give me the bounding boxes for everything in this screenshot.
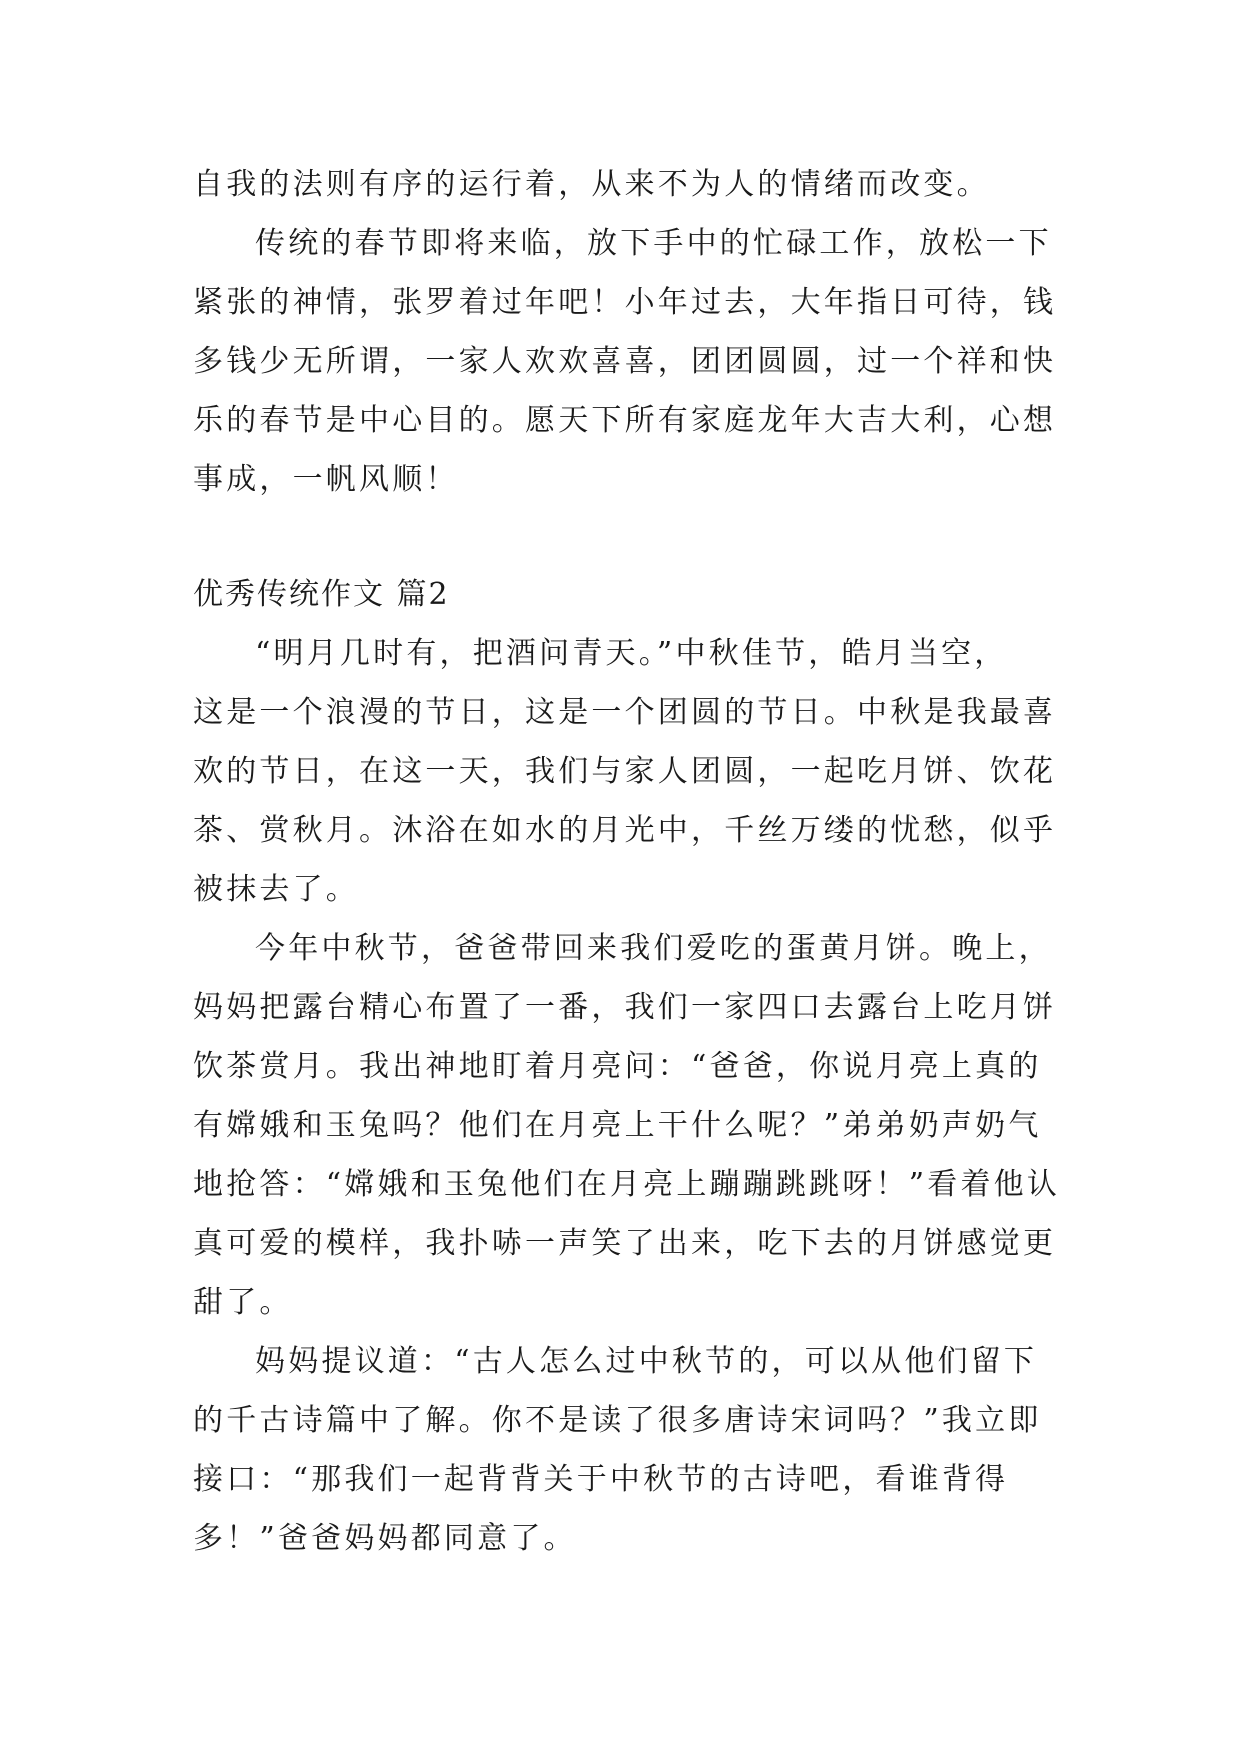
paragraph-line: 饮茶赏月。我出神地盯着月亮问：“爸爸，你说月亮上真的 (193, 1049, 1042, 1084)
paragraph-line: 多钱少无所谓，一家人欢欢喜喜，团团圆圆，过一个祥和快 (193, 344, 1057, 379)
paragraph-line: “明月几时有，把酒问青天。”中秋佳节，皓月当空， (255, 636, 1008, 671)
paragraph-line: 被抹去了。 (193, 872, 359, 907)
paragraph-line: 接口：“那我们一起背背关于中秋节的古诗吧，看谁背得 (193, 1462, 1009, 1497)
paragraph-line: 自我的法则有序的运行着，从来不为人的情绪而改变。 (193, 167, 990, 202)
paragraph-line: 茶、赏秋月。沐浴在如水的月光中，千丝万缕的忧愁，似乎 (193, 813, 1057, 848)
paragraph-line: 地抢答：“嫦娥和玉兔他们在月亮上蹦蹦跳跳呀！”看着他认 (193, 1167, 1061, 1202)
paragraph-line: 紧张的神情，张罗着过年吧！小年过去，大年指日可待，钱 (193, 285, 1057, 320)
section-heading: 优秀传统作文 篇2 (193, 577, 450, 612)
paragraph-line: 妈妈把露台精心布置了一番，我们一家四口去露台上吃月饼 (193, 990, 1057, 1025)
paragraph-line: 乐的春节是中心目的。愿天下所有家庭龙年大吉大利，心想 (193, 403, 1057, 438)
paragraph-line: 的千古诗篇中了解。你不是读了很多唐诗宋词吗？”我立即 (193, 1403, 1042, 1438)
paragraph-line: 事成，一帆风顺！ (193, 462, 459, 497)
paragraph-line: 今年中秋节，爸爸带回来我们爱吃的蛋黄月饼。晚上， (255, 931, 1052, 966)
paragraph-line: 妈妈提议道：“古人怎么过中秋节的，可以从他们留下 (255, 1344, 1038, 1379)
paragraph-line: 传统的春节即将来临，放下手中的忙碌工作，放松一下 (255, 226, 1052, 261)
paragraph-line: 欢的节日，在这一天，我们与家人团圆，一起吃月饼、饮花 (193, 754, 1057, 789)
paragraph-line: 真可爱的模样，我扑哧一声笑了出来，吃下去的月饼感觉更 (193, 1226, 1057, 1261)
paragraph-line: 甜了。 (193, 1285, 293, 1320)
paragraph-line: 这是一个浪漫的节日，这是一个团圆的节日。中秋是我最喜 (193, 695, 1057, 730)
paragraph-line: 有嫦娥和玉兔吗？他们在月亮上干什么呢？”弟弟奶声奶气 (193, 1108, 1042, 1143)
paragraph-line: 多！”爸爸妈妈都同意了。 (193, 1521, 577, 1556)
